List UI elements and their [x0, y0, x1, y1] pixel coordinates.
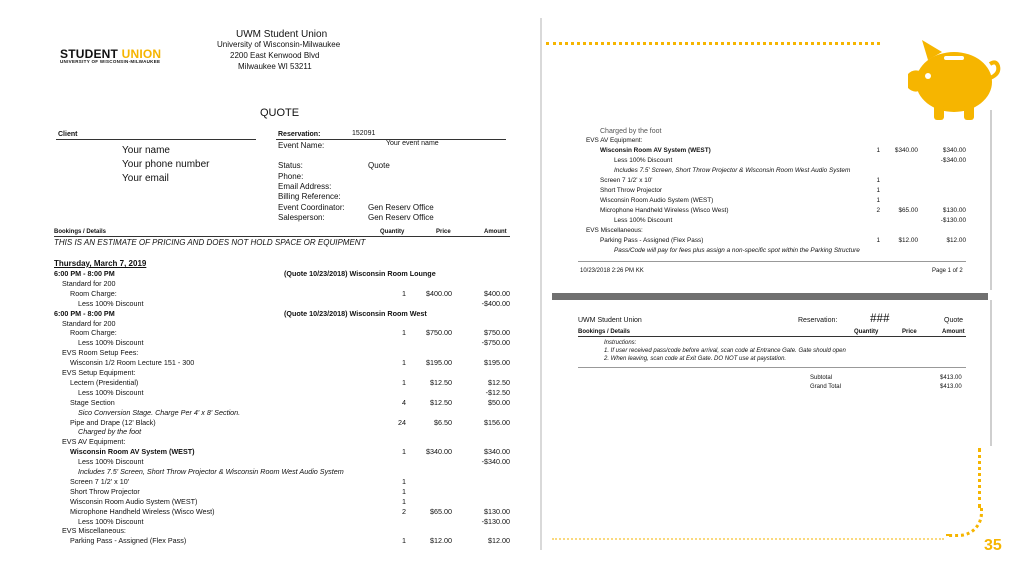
page2-col-quantity: Quantity [854, 329, 879, 335]
booking-line-description: EVS Room Setup Fees: [62, 348, 139, 358]
booking-line-description: Less 100% Discount [78, 338, 144, 348]
cut-line: Charged by the foot [600, 128, 662, 135]
booking-quantity: 1 [402, 358, 406, 368]
reservation-label: Reservation: [278, 131, 321, 138]
col-bookings: Bookings / Details [54, 229, 107, 235]
booking-line-description: Less 100% Discount [78, 516, 144, 526]
quote-title: QUOTE [260, 107, 300, 119]
page2-col-price: Price [902, 329, 917, 335]
page2-reservation-value: ### [870, 310, 890, 325]
booking-price: $12.00 [430, 536, 452, 546]
org-address: 2200 East Kenwood Blvd [230, 51, 320, 60]
grand-total-value: $413.00 [940, 384, 962, 390]
footer-rule [578, 261, 966, 262]
booking-line-description: EVS AV Equipment: [62, 437, 126, 447]
quote-document-page-1 [48, 18, 542, 550]
booking-amount: $130.00 [484, 506, 510, 516]
booking-amount: $50.00 [488, 397, 510, 407]
reservation-number: 152091 [352, 130, 376, 137]
field-value: Gen Reserv Office [368, 202, 434, 212]
slide-page-number: 35 [984, 537, 1002, 554]
booking-line-description: 6:00 PM - 8:00 PM [54, 269, 115, 278]
booking-amount: -$12.50 [485, 387, 510, 397]
col-amount: Amount [484, 229, 507, 235]
columns-rule [54, 236, 510, 237]
booking-line-description: Wisconsin Room AV System (WEST) [600, 147, 711, 154]
booking-price: $6.50 [434, 417, 452, 427]
subtotal-value: $413.00 [940, 375, 962, 381]
booking-line-description: Standard for 200 [62, 278, 116, 288]
booking-amount: $340.00 [484, 447, 510, 457]
booking-line-description: Standard for 200 [62, 318, 116, 328]
field-label: Phone: [278, 171, 304, 181]
booking-line-description: Room Charge: [70, 288, 117, 298]
field-value: Gen Reserv Office [368, 212, 434, 222]
booking-quantity: 1 [402, 288, 406, 298]
booking-room-quote: (Quote 10/23/2018) Wisconsin Room West [284, 308, 427, 318]
quote-document-page-2 [552, 300, 992, 446]
booking-line-description: Parking Pass - Assigned (Flex Pass) [70, 536, 187, 546]
booking-line-description: Microphone Handheld Wireless (Wisco West) [600, 207, 729, 214]
booking-line-description: Room Charge: [70, 328, 117, 338]
booking-quantity: 1 [402, 496, 406, 506]
booking-line-description: Wisconsin 1/2 Room Lecture 151 - 300 [70, 358, 195, 368]
booking-amount: -$340.00 [481, 457, 510, 467]
booking-line-description: Short Throw Projector [70, 486, 140, 496]
booking-date: Thursday, March 7, 2019 [54, 259, 147, 268]
booking-price: $340.00 [426, 447, 452, 457]
booking-line-description: 6:00 PM - 8:00 PM [54, 308, 115, 318]
booking-line-description: EVS AV Equipment: [586, 137, 643, 144]
logo-subtitle: UNIVERSITY OF WISCONSIN-MILWAUKEE [60, 59, 161, 64]
field-value: Your event name [386, 140, 439, 147]
booking-line-description: EVS Miscellaneous: [586, 227, 643, 234]
grand-total-label: Grand Total [810, 384, 841, 390]
booking-quantity: 1 [402, 476, 406, 486]
booking-line-description: Stage Section [70, 397, 115, 407]
booking-line-description: Wisconsin Room AV System (WEST) [70, 447, 195, 457]
booking-line-description: Short Throw Projector [600, 187, 663, 194]
booking-price: $400.00 [426, 288, 452, 298]
field-label: Event Name: [278, 141, 325, 150]
client-name: Your name [122, 145, 170, 156]
page2-org-name: UWM Student Union [578, 317, 642, 324]
booking-quantity: 24 [398, 417, 406, 427]
page2-col-bookings: Bookings / Details [578, 329, 631, 335]
field-label: Salesperson: [278, 212, 325, 222]
booking-amount: $12.00 [488, 536, 510, 546]
booking-amount: -$400.00 [481, 298, 510, 308]
page2-reservation-label: Reservation: [798, 317, 838, 324]
booking-quantity: 2 [876, 207, 880, 214]
booking-room-quote: (Quote 10/23/2018) Wisconsin Room Lounge [284, 269, 436, 278]
booking-line-description: Screen 7 1/2' x 10' [600, 177, 653, 184]
booking-quantity: 1 [402, 447, 406, 457]
page2-columns-rule [578, 336, 966, 337]
instructions-title: Instructions: [604, 340, 637, 346]
booking-amount: $156.00 [484, 417, 510, 427]
booking-line-description: Parking Pass - Assigned (Flex Pass) [600, 237, 704, 244]
field-label: Event Coordinator: [278, 202, 345, 212]
booking-line-description: Less 100% Discount [78, 298, 144, 308]
booking-quantity: 1 [876, 187, 880, 194]
quote-document-page-1-bottom [552, 110, 992, 290]
logo-word-union: UNION [121, 47, 162, 61]
estimate-disclaimer: THIS IS AN ESTIMATE OF PRICING AND DOES NOT HOLD SPACE OR EQUIPMENT [54, 238, 366, 247]
instruction-2: 2. When leaving, scan code at Exit Gate. DO NOT use at paystation. [604, 356, 787, 362]
booking-price: $12.50 [430, 377, 452, 387]
client-phone: Your phone number [122, 159, 210, 170]
org-name: UWM Student Union [236, 29, 328, 40]
booking-amount: $130.00 [942, 207, 966, 214]
piggy-bank-icon [898, 30, 1010, 126]
decorative-dotted-line-bottom [552, 538, 944, 540]
booking-amount: -$130.00 [940, 217, 966, 224]
decorative-dotted-curve [946, 508, 983, 537]
booking-price: $12.50 [430, 397, 452, 407]
col-quantity: Quantity [380, 229, 405, 235]
field-label: Status: [278, 161, 303, 171]
client-email: Your email [122, 173, 169, 184]
booking-amount: -$340.00 [940, 157, 966, 164]
booking-line-description: Includes 7.5' Screen, Short Throw Projector & Wisconsin Room West Audio System [614, 167, 851, 174]
booking-quantity: 4 [402, 397, 406, 407]
org-university: University of Wisconsin-Milwaukee [217, 40, 341, 49]
booking-line-description: Sico Conversion Stage. Charge Per 4' x 8' Section. [78, 407, 241, 417]
print-timestamp: 10/23/2018 2:26 PM KK [580, 268, 644, 274]
booking-quantity: 1 [402, 328, 406, 338]
instruction-1: 1. If user received pass/code before arrival, scan code at Entrance Gate. Gate should open [604, 348, 846, 354]
booking-quantity: 2 [402, 506, 406, 516]
page2-col-amount: Amount [942, 329, 965, 335]
booking-amount: $750.00 [484, 328, 510, 338]
booking-quantity: 1 [876, 237, 880, 244]
booking-line-description: Screen 7 1/2' x 10' [70, 476, 130, 486]
field-label: Billing Reference: [278, 192, 341, 202]
booking-quantity: 1 [876, 177, 880, 184]
booking-amount: $12.50 [488, 377, 510, 387]
booking-amount: $400.00 [484, 288, 510, 298]
booking-quantity: 1 [402, 377, 406, 387]
booking-amount: $12.00 [946, 237, 966, 244]
booking-amount: $195.00 [484, 358, 510, 368]
field-value: Quote [368, 161, 390, 171]
booking-line-description: Wisconsin Room Audio System (WEST) [70, 496, 198, 506]
booking-price: $195.00 [426, 358, 452, 368]
booking-line-description: Pass/Code will pay for fees plus assign a non-specific spot within the Parking Structure [614, 247, 860, 254]
booking-line-description: Microphone Handheld Wireless (Wisco West) [70, 506, 215, 516]
logo-word-student: STUDENT [60, 47, 119, 61]
booking-amount: -$130.00 [481, 516, 510, 526]
field-label: Email Address: [278, 181, 332, 191]
booking-line-description: EVS Miscellaneous: [62, 526, 126, 536]
booking-line-description: Less 100% Discount [78, 457, 144, 467]
booking-price: $12.00 [898, 237, 918, 244]
page2-status: Quote [944, 317, 964, 324]
booking-line-description: Wisconsin Room Audio System (WEST) [600, 197, 714, 204]
page-of-label: Page 1 of 2 [932, 268, 963, 274]
booking-price: $340.00 [894, 147, 918, 154]
booking-line-description: Includes 7.5' Screen, Short Throw Projector & Wisconsin Room West Audio System [78, 467, 344, 476]
booking-line-description: Less 100% Discount [614, 217, 673, 224]
page-separator [552, 293, 988, 300]
booking-line-description: Pipe and Drape (12' Black) [70, 417, 156, 427]
booking-price: $65.00 [898, 207, 918, 214]
booking-quantity: 1 [402, 486, 406, 496]
col-price: Price [436, 229, 451, 235]
booking-price: $750.00 [426, 328, 452, 338]
decorative-dotted-line-top [546, 42, 880, 45]
client-label: Client [58, 131, 78, 138]
booking-line-description: Lectern (Presidential) [70, 377, 139, 387]
org-city: Milwaukee WI 53211 [238, 62, 312, 71]
booking-amount: -$750.00 [481, 338, 510, 348]
booking-quantity: 1 [402, 536, 406, 546]
booking-line-description: Less 100% Discount [78, 387, 144, 397]
student-union-logo [60, 48, 161, 65]
decorative-dotted-line-right [978, 448, 981, 508]
booking-quantity: 1 [876, 147, 880, 154]
booking-quantity: 1 [876, 197, 880, 204]
booking-amount: $340.00 [942, 147, 966, 154]
booking-line-description: EVS Setup Equipment: [62, 368, 136, 377]
subtotal-label: Subtotal [810, 375, 833, 381]
booking-price: $65.00 [430, 506, 452, 516]
booking-line-description: Less 100% Discount [614, 157, 673, 164]
instructions-rule [578, 367, 966, 368]
client-rule [56, 139, 256, 140]
booking-line-description: Charged by the foot [78, 427, 142, 437]
